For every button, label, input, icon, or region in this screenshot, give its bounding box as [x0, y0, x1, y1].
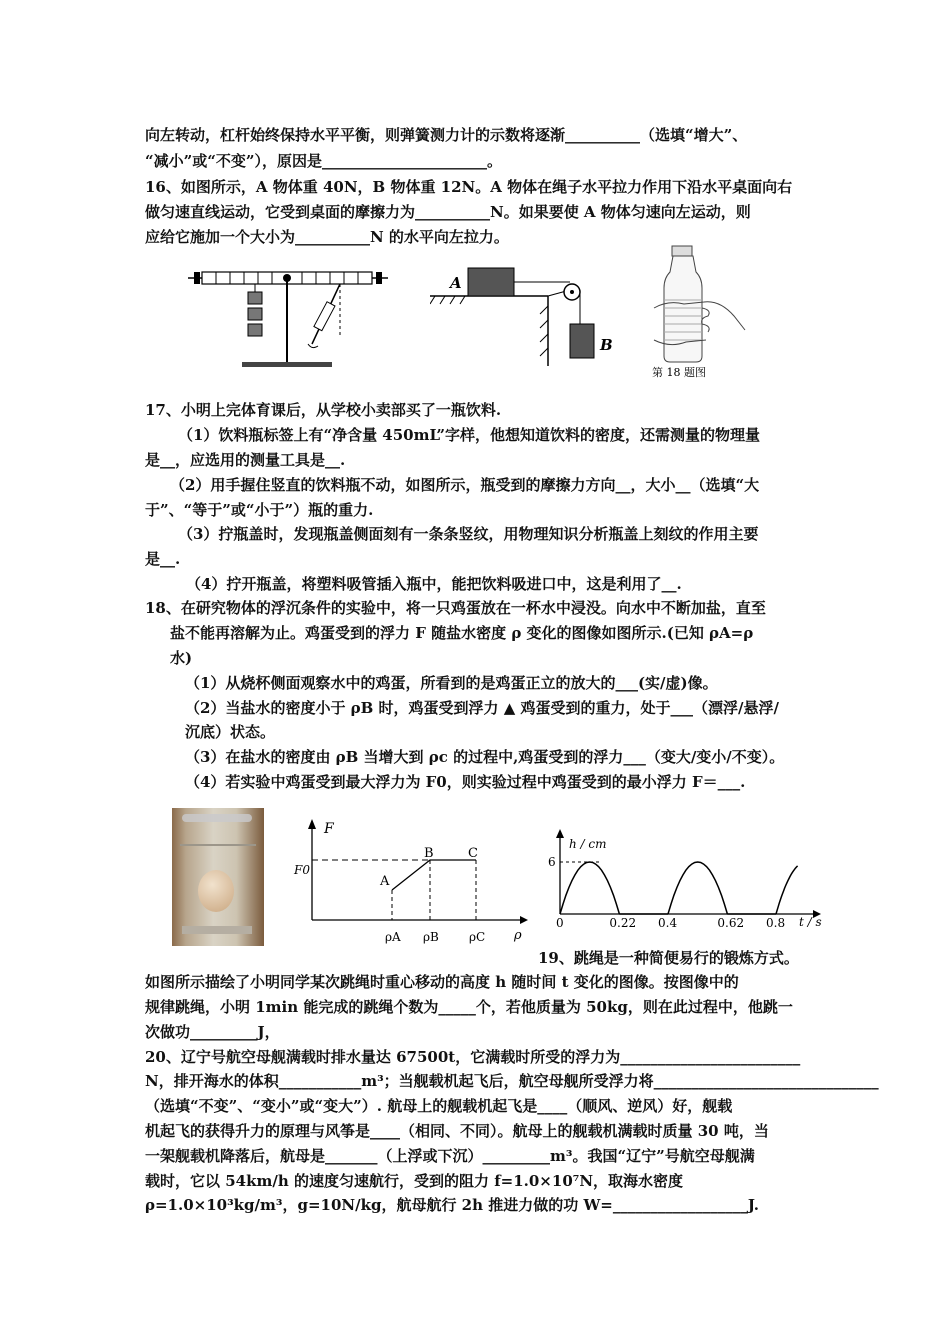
- text-line: 做匀速直线运动，它受到桌面的摩擦力为__________N。如果要使 A 物体匀速向左运动，则: [145, 203, 751, 221]
- text-line: 17、小明上完体育课后，从学校小卖部买了一瓶饮料.: [145, 401, 502, 419]
- buoyancy-axis-y: F: [324, 821, 334, 837]
- text-line: 次做功_________J，: [145, 1023, 280, 1041]
- jump-x-tick: 0: [556, 916, 564, 930]
- pulley-figure: [430, 262, 620, 372]
- text-line: （3）拧瓶盖时，发现瓶盖侧面刻有一条条竖纹，用物理知识分析瓶盖上刻纹的作用主要: [178, 525, 759, 543]
- point-b: B: [424, 846, 434, 861]
- buoyancy-axis-x: ρ: [514, 928, 522, 943]
- bottle-figure: [640, 244, 755, 384]
- bottle-caption: 第 18 题图: [652, 366, 706, 379]
- buoyancy-f0-label: F0: [294, 863, 310, 877]
- text-line: （2）用手握住竖直的饮料瓶不动，如图所示，瓶受到的摩擦力方向__，大小__（选填“大: [170, 476, 760, 494]
- point-c: C: [468, 846, 478, 861]
- text-line: 18、在研究物体的浮沉条件的实验中，将一只鸡蛋放在一杯水中浸没。向水中不断加盐，直至: [145, 599, 766, 617]
- text-line: （4）若实验中鸡蛋受到最大浮力为 F0，则实验过程中鸡蛋受到的最小浮力 F＝___.: [185, 773, 746, 791]
- jump-height-curve: [560, 862, 798, 914]
- text-line: “减小”或“不变”），原因是______________________。: [145, 152, 503, 170]
- text-line: （4）拧开瓶盖，将塑料吸管插入瓶中，能把饮料吸进口中，这是利用了__.: [186, 575, 682, 593]
- text-line: 16、如图所示，A 物体重 40N，B 物体重 12N。A 物体在绳子水平拉力作用下沿水平桌面向右: [145, 178, 793, 196]
- text-line: 盐不能再溶解为止。鸡蛋受到的浮力 F 随盐水密度 ρ 变化的图像如图所示.(已知 ρA=ρ: [170, 624, 754, 642]
- rho-a-label: ρA: [385, 930, 401, 944]
- jump-y-tick: 6: [548, 855, 556, 869]
- text-line: （1）从烧杯侧面观察水中的鸡蛋，所看到的是鸡蛋正立的放大的___(实/虚)像。: [185, 674, 718, 692]
- egg-in-glass-photo: [172, 808, 264, 946]
- text-line: 20、辽宁号航空母舰满载时排水量达 67500t，它满载时所受的浮力为________________________: [145, 1048, 801, 1066]
- text-line: 于”、“等于”或“小于”）瓶的重力.: [145, 501, 374, 519]
- text-line: 载时，它以 54km/h 的速度匀速航行，受到的阻力 f=1.0×10⁷N，取海水密度: [145, 1172, 684, 1190]
- text-line: 沉底）状态。: [185, 723, 276, 741]
- text-line: （选填“不变”、“变小”或“变大”）. 航母上的舰载机起飞是____（顺风、逆风）好，舰载: [145, 1097, 733, 1115]
- text-line: 如图所示描绘了小明同学某次跳绳时重心移动的高度 h 随时间 t 变化的图像。按图像中的: [145, 973, 739, 991]
- block-b-label: B: [600, 336, 613, 354]
- jump-x-tick: 0.8: [766, 916, 786, 930]
- text-line: （1）饮料瓶标签上有“净含量 450mL”字样，他想知道饮料的密度，还需测量的物理量: [178, 426, 761, 444]
- text-line: 机起飞的获得升力的原理与风筝是____（相同、不同）。航母上的舰载机满载时质量 30 吨，当: [145, 1122, 769, 1140]
- jump-axis-x: t / s: [799, 915, 822, 929]
- jump-x-tick: 0.4: [658, 916, 678, 930]
- text-line: 水): [170, 649, 193, 667]
- point-a: A: [380, 874, 390, 889]
- text-line: 是__.: [145, 550, 181, 568]
- egg: [198, 870, 234, 912]
- rho-c-label: ρC: [469, 930, 486, 944]
- text-line: 规律跳绳，小明 1min 能完成的跳绳个数为_____个，若他质量为 50kg，则在此过程中，他跳一: [145, 998, 793, 1016]
- glass-rim: [182, 814, 252, 822]
- text-line: N，排开海水的体积___________m³；当舰载机起飞后，航空母舰所受浮力将______________________________: [145, 1072, 879, 1090]
- jump-x-tick: 0.22: [609, 916, 637, 930]
- text-line: （3）在盐水的密度由 ρB 当增大到 ρc 的过程中,鸡蛋受到的浮力___（变大/变小/不变）。: [185, 748, 785, 766]
- buoyancy-graph: [290, 815, 530, 950]
- block-a-label: A: [450, 274, 462, 292]
- glass-bottom: [182, 926, 252, 934]
- rho-b-label: ρB: [423, 930, 439, 944]
- water-surface: [180, 844, 256, 846]
- text-line: 一架舰载机降落后，航母是_______（上浮或下沉）_________m³。我国“辽宁”号航空母舰满: [145, 1147, 755, 1165]
- jump-x-tick: 0.62: [717, 916, 745, 930]
- text-line: ρ=1.0×10³kg/m³，g=10N/kg，航母航行 2h 推进力做的功 W=__________________J.: [145, 1196, 760, 1214]
- lever-figure: [180, 262, 395, 372]
- text-line: 向左转动，杠杆始终保持水平平衡，则弹簧测力计的示数将逐渐__________（选填“增大”、: [145, 126, 748, 144]
- text-line: （2）当盐水的密度小于 ρB 时，鸡蛋受到浮力 ▲ 鸡蛋受到的重力，处于___（漂浮/悬浮/: [185, 699, 779, 717]
- text-line: 是__，应选用的测量工具是__.: [145, 451, 346, 469]
- jump-height-graph: [545, 828, 830, 936]
- text-line: 应给它施加一个大小为__________N 的水平向左拉力。: [145, 228, 509, 246]
- text-line: 19、跳绳是一种简便易行的锻炼方式。: [538, 949, 799, 967]
- jump-axis-y: h / cm: [569, 837, 607, 851]
